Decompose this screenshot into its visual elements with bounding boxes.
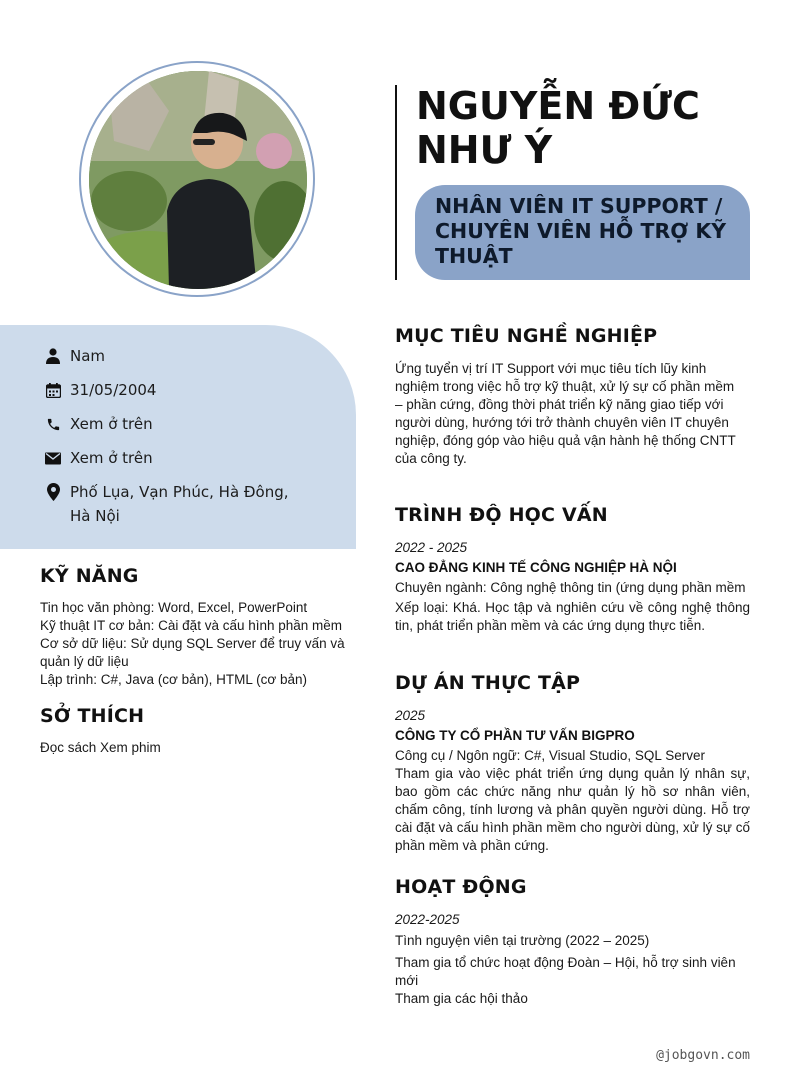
header-divider — [395, 85, 397, 280]
education-school: CAO ĐẲNG KINH TẾ CÔNG NGHIỆP HÀ NỘI — [395, 560, 677, 575]
activity-item: Tham gia tổ chức hoạt động Đoàn – Hội, hỗ trợ sinh viên mới — [395, 955, 736, 988]
skill-item: Tin học văn phòng: Word, Excel, PowerPoint — [40, 600, 308, 615]
education-date: 2022 - 2025 — [395, 540, 468, 555]
contact-birthday — [44, 378, 310, 402]
contact-phone — [44, 412, 310, 436]
internship-block — [395, 708, 750, 855]
birthday-text: 31/05/2004 — [70, 381, 157, 399]
activity-item: Tình nguyện viên tại trường (2022 – 2025) — [395, 933, 650, 948]
internship-title: DỰ ÁN THỰC TẬP — [395, 672, 581, 694]
skill-item: Lập trình: C#, Java (cơ bản), HTML (cơ bản) — [40, 672, 308, 687]
gender-text: Nam — [70, 347, 106, 365]
email-icon — [44, 446, 62, 470]
contact-gender — [44, 344, 310, 368]
activities-block — [395, 912, 750, 1008]
education-major: Chuyên ngành: Công nghệ thông tin (ứng dụng phần mềm — [395, 580, 746, 595]
activities-title: HOẠT ĐỘNG — [395, 876, 527, 898]
contact-address — [44, 480, 310, 528]
education-block — [395, 540, 750, 635]
location-pin-icon — [44, 480, 62, 504]
skill-item: Cơ sở dữ liệu: Sử dụng SQL Server để truy vấn và quản lý dữ liệu — [40, 636, 345, 669]
person-icon — [44, 344, 62, 368]
phone-icon — [44, 412, 62, 436]
phone-text: Xem ở trên — [70, 415, 153, 433]
watermark: @jobgovn.com — [656, 1048, 750, 1063]
calendar-icon — [44, 378, 62, 402]
internship-date: 2025 — [395, 708, 426, 723]
skills-title: KỸ NĂNG — [40, 565, 139, 587]
candidate-role: NHÂN VIÊN IT SUPPORT / CHUYÊN VIÊN HỖ TRỢ KỸ THUẬT — [435, 194, 727, 268]
hobbies-title: SỞ THÍCH — [40, 705, 145, 727]
internship-desc: Tham gia vào việc phát triển ứng dụng quản lý nhân sự, bao gồm các chức năng như quản lý hồ sơ nhân viên, chấm công, tính lương và phân quyền người dùng. Hỗ trợ cài đặt và cấu hình phần mềm cho người dùng, xử lý sự cố phần mềm và phần cứng. — [395, 766, 750, 853]
address-text: Phố Lụa, Vạn Phúc, Hà Đông, Hà Nội — [70, 483, 289, 525]
candidate-name: NGUYỄN ĐỨC NHƯ Ý — [416, 84, 700, 172]
education-grade: Xếp loại: Khá. Học tập và nghiên cứu về công nghệ thông tin, phát triển phần mềm và các ứng dụng thực tiễn. — [395, 600, 750, 633]
activities-date: 2022-2025 — [395, 912, 460, 927]
email-text: Xem ở trên — [70, 449, 153, 467]
avatar — [89, 71, 307, 289]
activity-item: Tham gia các hội thảo — [395, 991, 528, 1006]
skill-item: Kỹ thuật IT cơ bản: Cài đặt và cấu hình phần mềm — [40, 618, 343, 633]
hobbies-text: Đọc sách Xem phim — [40, 740, 161, 755]
internship-tools: Công cụ / Ngôn ngữ: C#, Visual Studio, SQL Server — [395, 748, 705, 763]
education-title: TRÌNH ĐỘ HỌC VẤN — [395, 504, 608, 526]
objective-title: MỤC TIÊU NGHỀ NGHIỆP — [395, 325, 658, 347]
contact-email — [44, 446, 310, 470]
internship-company: CÔNG TY CỔ PHẦN TƯ VẤN BIGPRO — [395, 728, 635, 743]
skills-list — [40, 599, 352, 689]
objective-text: Ứng tuyển vị trí IT Support với mục tiêu tích lũy kinh nghiệm trong việc hỗ trợ kỹ thuật, xử lý sự cố phần mềm – phần cứng, đồng thời phát triển kỹ năng giao tiếp với người dùng, hướng tới trở thành chuyên viên IT chuyên nghiệp, đóng góp vào hiệu quả vận hành hệ thống CNTT của công ty. — [395, 361, 736, 466]
